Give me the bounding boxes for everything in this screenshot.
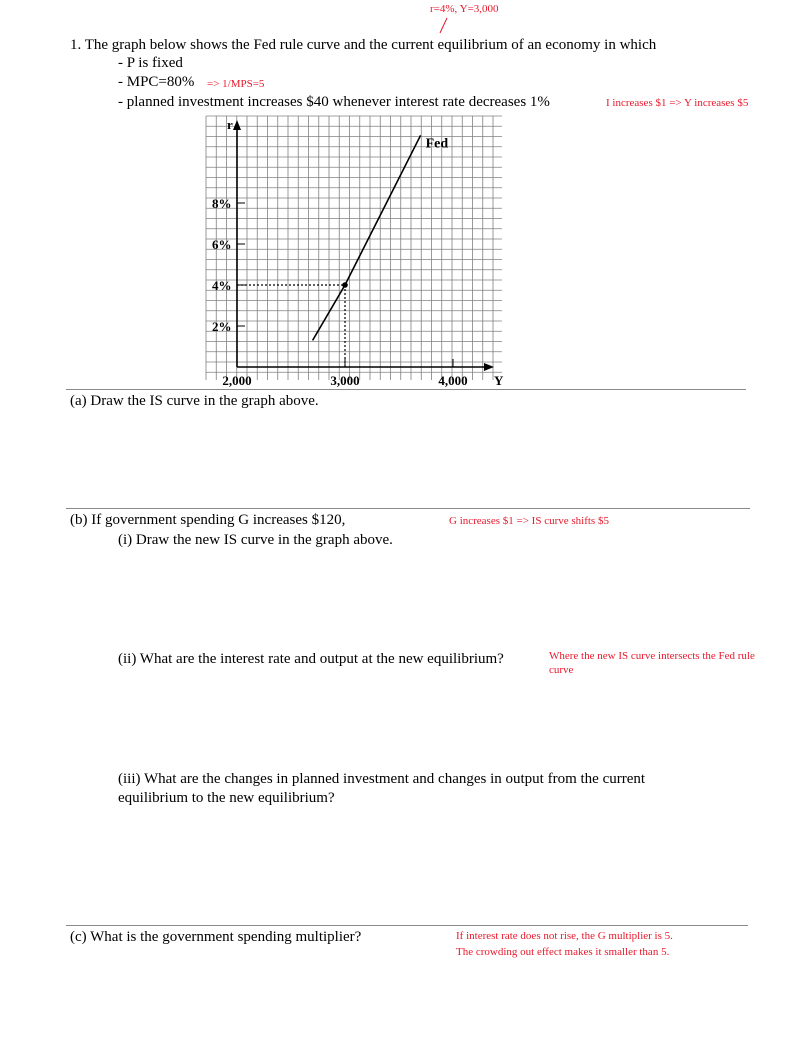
condition-investment: - planned investment increases $40 whenever interest rate decreases 1% <box>118 94 550 110</box>
x-axis-arrow <box>484 363 494 371</box>
part-c-annotation-2: The crowding out effect makes it smaller than 5. <box>456 946 670 958</box>
mpc-annotation: => 1/MPS=5 <box>207 78 265 90</box>
x-tick-label: 4,000 <box>438 373 468 388</box>
question-intro: 1. The graph below shows the Fed rule curve and the current equilibrium of an economy in which <box>70 37 657 53</box>
y-tick-label: 2% <box>212 319 232 334</box>
divider-b <box>66 508 750 509</box>
part-b-iii-line2: equilibrium to the new equilibrium? <box>118 790 335 806</box>
part-b-iii-line1: (iii) What are the changes in planned investment and changes in output from the current <box>118 771 646 787</box>
part-b-annotation: G increases $1 => IS curve shifts $5 <box>449 515 609 527</box>
part-a-question: (a) Draw the IS curve in the graph above. <box>70 393 319 409</box>
x-tick-label: 3,000 <box>330 373 360 388</box>
y-tick-label: 6% <box>212 237 232 252</box>
investment-annotation: I increases $1 => Y increases $5 <box>606 97 749 109</box>
y-tick-label: 4% <box>212 278 232 293</box>
y-tick-label: 8% <box>212 196 232 211</box>
x-tick-label: 2,000 <box>222 373 252 388</box>
graph-axes <box>212 117 504 388</box>
fed-rule-label: Fed <box>425 136 449 152</box>
part-b-ii-annotation-1: Where the new IS curve intersects the Fed rule <box>549 650 755 662</box>
graph-marks <box>237 135 448 367</box>
part-c-question: (c) What is the government spending multiplier? <box>70 929 362 945</box>
condition-mpc: - MPC=80% <box>118 74 195 90</box>
part-b-ii-annotation-2: curve <box>549 664 574 676</box>
divider-c <box>66 925 748 926</box>
y-axis-arrow <box>233 120 241 130</box>
part-b-i: (i) Draw the new IS curve in the graph above. <box>118 532 393 548</box>
y-axis-label: r <box>227 117 233 132</box>
fed-rule-graph <box>0 0 807 400</box>
divider-a <box>66 389 746 390</box>
part-b-ii: (ii) What are the interest rate and output at the new equilibrium? <box>118 651 504 667</box>
x-axis-label: Y <box>494 373 504 388</box>
graph-grid <box>206 116 502 380</box>
top-annotation: r=4%, Y=3,000 <box>430 3 499 15</box>
equilibrium-point <box>342 282 348 288</box>
condition-price: - P is fixed <box>118 55 183 71</box>
part-c-annotation-1: If interest rate does not rise, the G multiplier is 5. <box>456 930 673 942</box>
part-b-question: (b) If government spending G increases $120, <box>70 512 346 528</box>
